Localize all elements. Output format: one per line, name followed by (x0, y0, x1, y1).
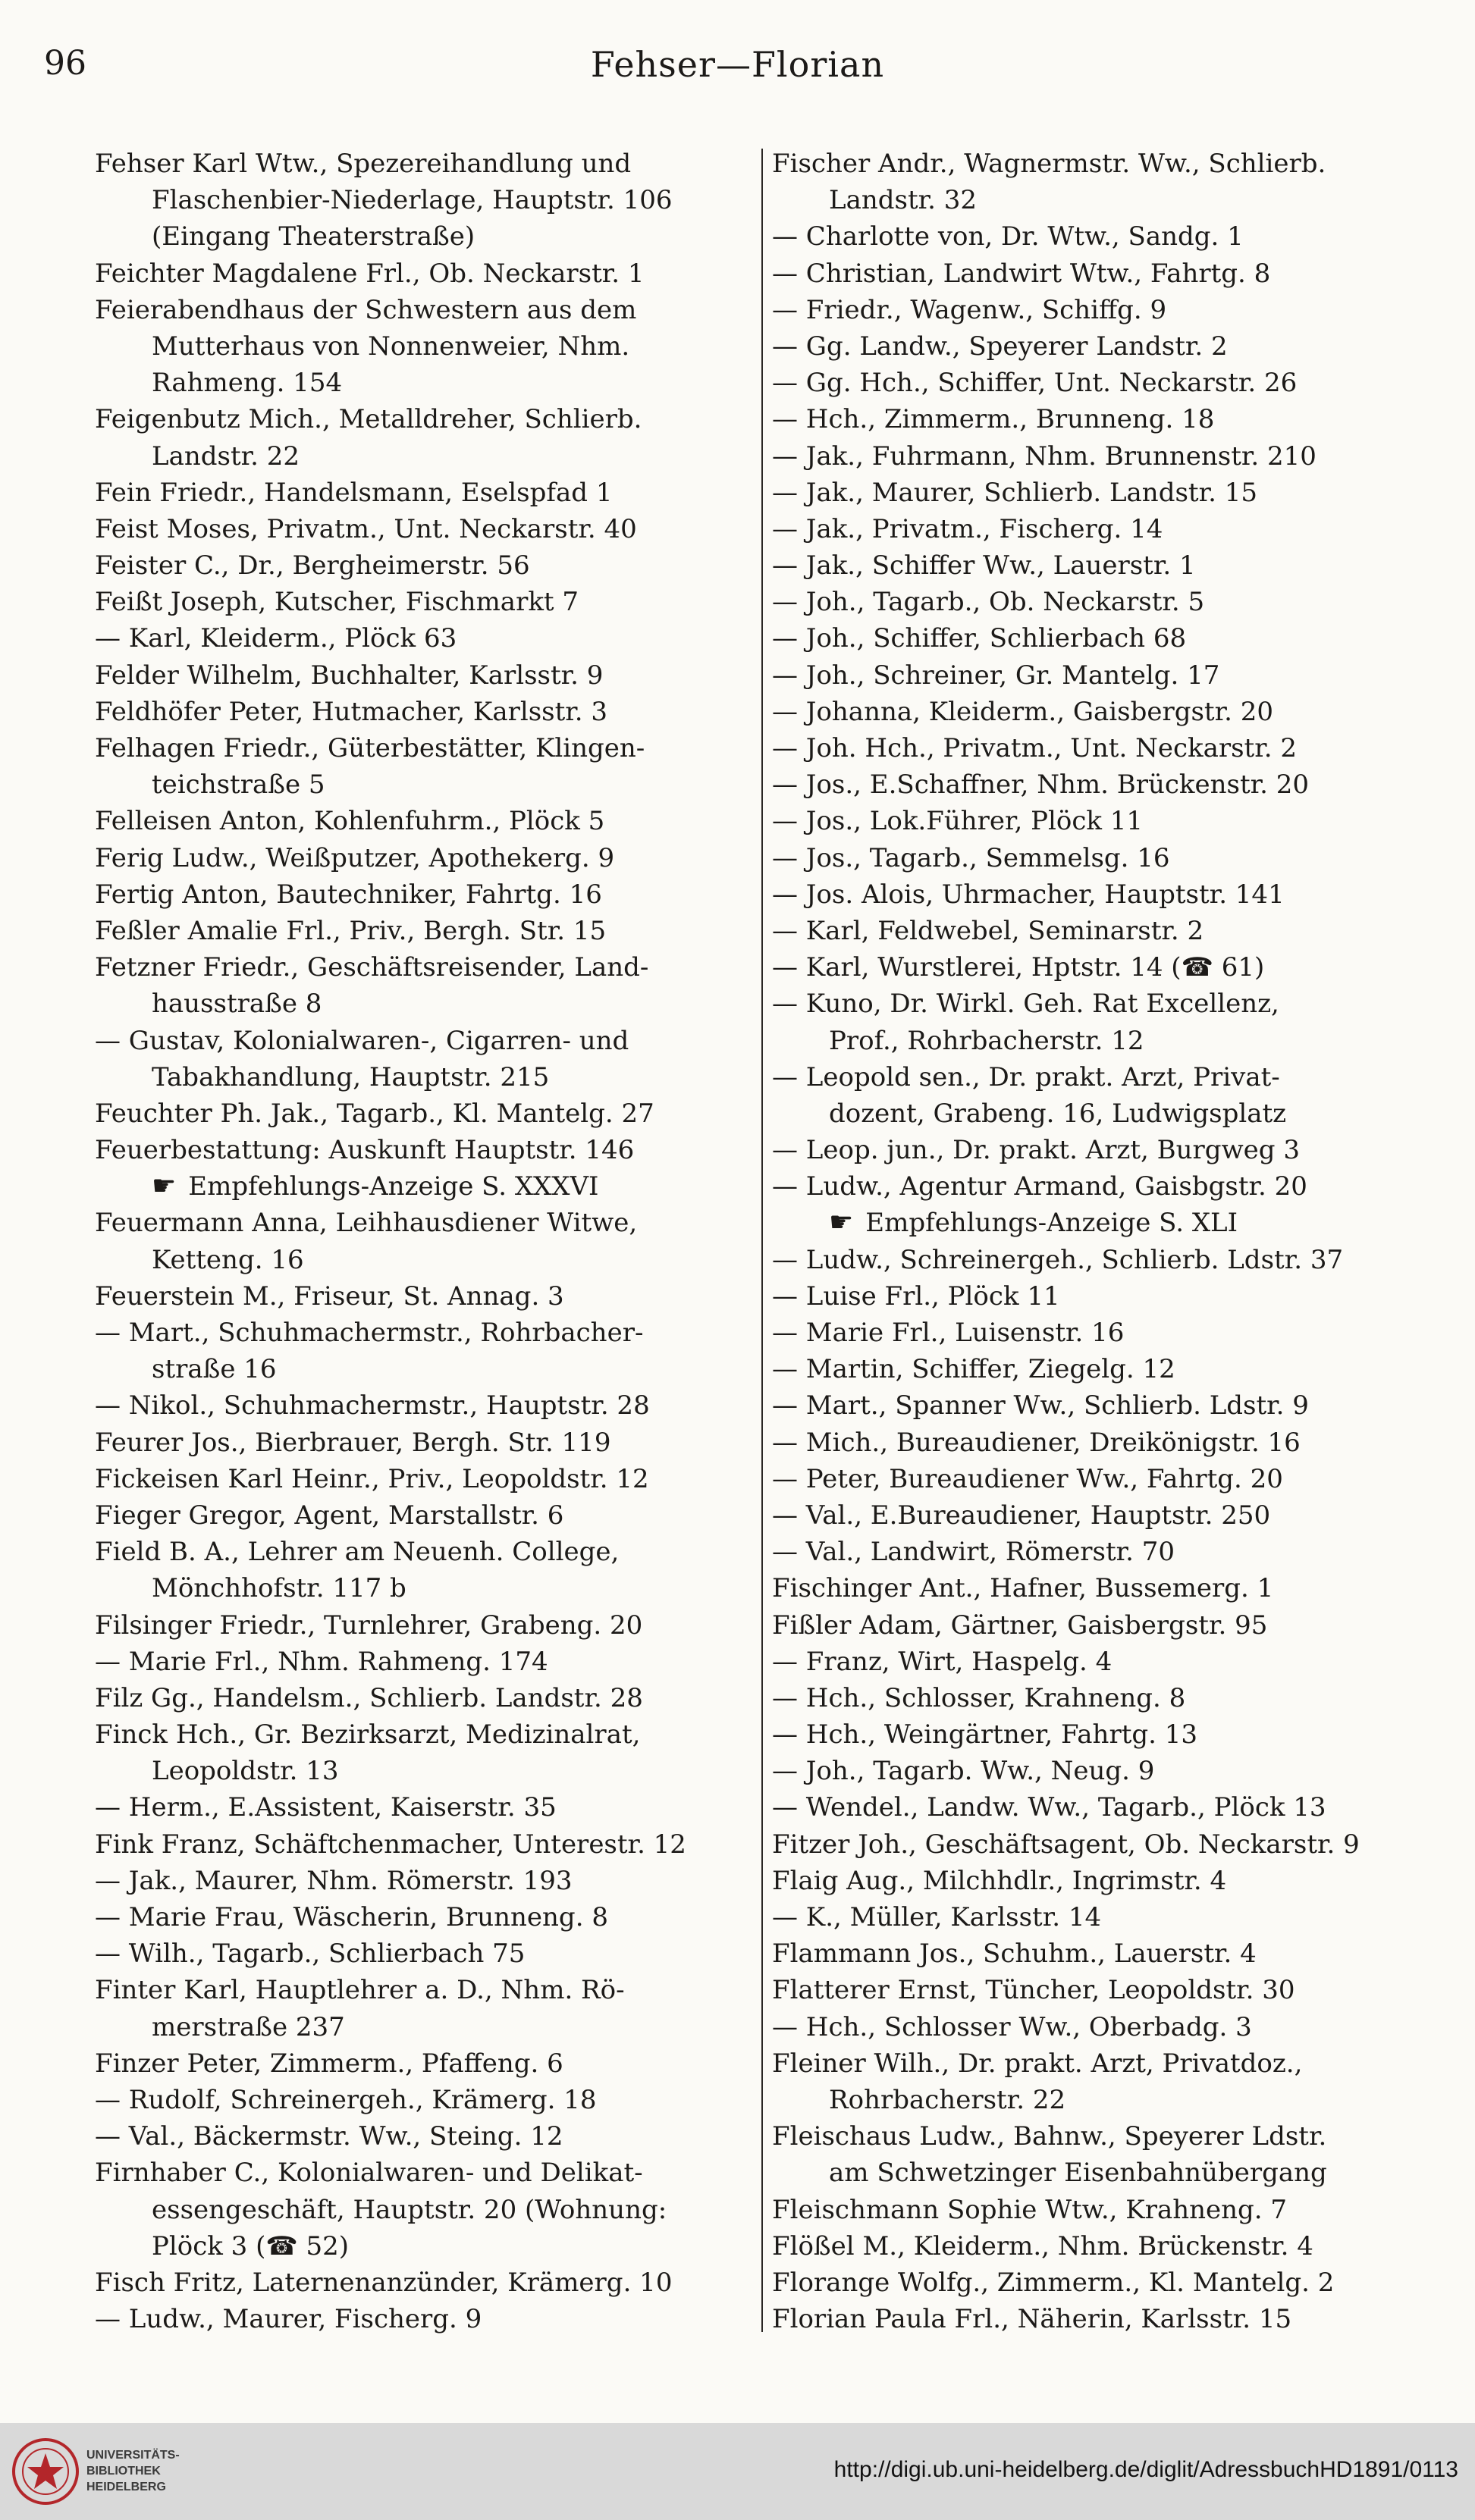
directory-entry (95, 2301, 743, 2337)
entry-text: Firnhaber C., Kolonialwaren- und Delikat- (95, 2158, 643, 2189)
entry-text: — Mich., Bureaudiener, Dreikönigstr. 16 (772, 1427, 1301, 1458)
entry-text: — Wendel., Landw. Ww., Tagarb., Plöck 13 (772, 1792, 1326, 1823)
entry-text: — Val., Landwirt, Römerstr. 70 (772, 1537, 1175, 1568)
entry-text: — Karl, Feldwebel, Seminarstr. 2 (772, 915, 1204, 946)
left-column (95, 146, 743, 2337)
directory-entry (772, 1205, 1420, 1241)
entry-text: — Karl, Kleiderm., Plöck 63 (95, 623, 457, 654)
directory-entry (772, 2265, 1420, 2301)
directory-entry (772, 1168, 1420, 1205)
entry-text: Flaschenbier-Niederlage, Hauptstr. 106 (152, 185, 673, 216)
directory-entry (772, 2155, 1420, 2191)
entry-text: Flatterer Ernst, Tüncher, Leopoldstr. 30 (772, 1975, 1295, 2006)
entry-text: straße 16 (152, 1354, 277, 1385)
entry-text: — Joh. Hch., Privatm., Unt. Neckarstr. 2 (772, 733, 1297, 763)
directory-entry (95, 840, 743, 876)
entry-text: Fleischmann Sophie Wtw., Krahneng. 7 (772, 2194, 1288, 2225)
entry-text: Feißt Joseph, Kutscher, Fischmarkt 7 (95, 587, 579, 618)
entry-text: Fitzer Joh., Geschäftsagent, Ob. Neckarstr. 9 (772, 1829, 1360, 1860)
entry-text: Feister C., Dr., Bergheimerstr. 56 (95, 550, 530, 581)
directory-entry (772, 694, 1420, 730)
entry-text: Fißler Adam, Gärtner, Gaisbergstr. 95 (772, 1609, 1268, 1641)
entry-text: Felleisen Anton, Kohlenfuhrm., Plöck 5 (95, 806, 605, 837)
entry-text: — Joh., Tagarb. Ww., Neug. 9 (772, 1756, 1155, 1787)
entry-text: — Leopold sen., Dr. prakt. Arzt, Privat- (772, 1061, 1280, 1092)
directory-entry (95, 949, 743, 986)
entry-text: Feist Moses, Privatm., Unt. Neckarstr. 40 (95, 513, 637, 544)
entry-text: Finck Hch., Gr. Bezirksarzt, Medizinalrat, (95, 1719, 641, 1751)
directory-entry (772, 1425, 1420, 1461)
entry-text: — Val., Bäckermstr. Ww., Steing. 12 (95, 2121, 563, 2152)
entry-text: Fein Friedr., Handelsmann, Eselspfad 1 (95, 477, 613, 508)
directory-entry (95, 2009, 743, 2045)
right-column (772, 146, 1420, 2337)
directory-entry (95, 1789, 743, 1826)
directory-entry (95, 657, 743, 694)
directory-entry (95, 1534, 743, 1570)
entry-text: Feuermann Anna, Leihhausdiener Witwe, (95, 1208, 638, 1239)
entry-text: Leopoldstr. 13 (152, 1756, 339, 1787)
entry-text: Feuchter Ph. Jak., Tagarb., Kl. Mantelg. 27 (95, 1098, 654, 1129)
entry-text: — Gg. Hch., Schiffer, Unt. Neckarstr. 26 (772, 368, 1298, 399)
entry-text: Fisch Fritz, Laternenanzünder, Krämerg. 10 (95, 2267, 673, 2298)
page-title: Fehser—Florian (590, 44, 885, 85)
directory-entry (772, 1789, 1420, 1826)
entry-text: hausstraße 8 (152, 989, 322, 1020)
footer-bar (0, 2423, 1475, 2520)
directory-entry (95, 1132, 743, 1168)
directory-entry (95, 1387, 743, 1424)
entry-text: Flößel M., Kleiderm., Nhm. Brückenstr. 4 (772, 2230, 1313, 2261)
directory-entry (95, 2228, 743, 2265)
entry-text: Feierabendhaus der Schwestern aus dem (95, 294, 637, 325)
entry-text: — Hch., Zimmerm., Brunneng. 18 (772, 404, 1215, 435)
directory-entry (95, 876, 743, 913)
entry-text: Fickeisen Karl Heinr., Priv., Leopoldstr. 12 (95, 1463, 649, 1494)
directory-entry (772, 1387, 1420, 1424)
directory-entry (772, 840, 1420, 876)
directory-entry (95, 803, 743, 839)
entry-text: Ketteng. 16 (152, 1244, 304, 1275)
directory-entry (772, 620, 1420, 657)
entry-text: Filz Gg., Handelsm., Schlierb. Landstr. 28 (95, 1682, 643, 1713)
entry-text: — Mart., Schuhmachermstr., Rohrbacher- (95, 1318, 644, 1348)
entry-text: Feichter Magdalene Frl., Ob. Neckarstr. 1 (95, 258, 645, 289)
directory-entry (95, 694, 743, 730)
directory-entry (772, 1899, 1420, 1935)
source-url[interactable]: http://digi.ub.uni-heidelberg.de/diglit/AdressbuchHD1891/0113 (833, 2457, 1458, 2482)
entry-text: — Rudolf, Schreinergeh., Krämerg. 18 (95, 2084, 597, 2115)
entry-text: — Hch., Schlosser Ww., Oberbadg. 3 (772, 2011, 1252, 2042)
directory-entry (95, 475, 743, 511)
directory-entry (95, 1935, 743, 1972)
directory-entry (95, 1644, 743, 1680)
directory-entry (772, 1716, 1420, 1753)
entry-text: Feuerbestattung: Auskunft Hauptstr. 146 (95, 1135, 635, 1166)
directory-entry (772, 1863, 1420, 1899)
directory-entry (95, 1315, 743, 1351)
directory-entry (772, 1461, 1420, 1497)
directory-entry (772, 876, 1420, 913)
directory-entry (95, 2118, 743, 2155)
entry-text: — Kuno, Dr. Wirkl. Geh. Rat Excellenz, (772, 989, 1279, 1020)
entry-text: — Jak., Maurer, Schlierb. Landstr. 15 (772, 477, 1257, 508)
directory-entry (772, 2192, 1420, 2228)
directory-entry (772, 1753, 1420, 1789)
entry-text: — Herm., E.Assistent, Kaiserstr. 35 (95, 1792, 557, 1823)
entry-text: Plöck 3 (☎ 52) (152, 2230, 350, 2261)
directory-entry (95, 766, 743, 803)
entry-text: — Ludw., Maurer, Fischerg. 9 (95, 2304, 482, 2335)
entry-text: — Leop. jun., Dr. prakt. Arzt, Burgweg 3 (772, 1135, 1301, 1166)
entry-text: — Marie Frl., Luisenstr. 16 (772, 1318, 1125, 1348)
entry-text: Fieger Gregor, Agent, Marstallstr. 6 (95, 1500, 564, 1531)
directory-entry (95, 584, 743, 620)
entry-text: Flammann Jos., Schuhm., Lauerstr. 4 (772, 1939, 1257, 1970)
entry-text: Felder Wilhelm, Buchhalter, Karlsstr. 9 (95, 660, 604, 691)
directory-entry (95, 2192, 743, 2228)
entry-text: — Gg. Landw., Speyerer Landstr. 2 (772, 331, 1228, 362)
directory-entry (772, 1534, 1420, 1570)
entry-text: dozent, Grabeng. 16, Ludwigsplatz (829, 1098, 1287, 1129)
directory-entry (772, 511, 1420, 547)
directory-entry (95, 1205, 743, 1241)
entry-text: — Marie Frau, Wäscherin, Brunneng. 8 (95, 1902, 608, 1932)
entry-text: — Hch., Schlosser, Krahneng. 8 (772, 1682, 1186, 1713)
directory-entry (95, 547, 743, 584)
directory-entry (95, 1351, 743, 1387)
directory-entry (772, 803, 1420, 839)
entry-text: Ferig Ludw., Weißputzer, Apothekerg. 9 (95, 842, 615, 873)
entry-text: Fertig Anton, Bautechniker, Fahrtg. 16 (95, 879, 602, 910)
directory-entry (95, 1607, 743, 1644)
entry-text: — Jak., Fuhrmann, Nhm. Brunnenstr. 210 (772, 440, 1317, 472)
entry-text: — Peter, Bureaudiener Ww., Fahrtg. 20 (772, 1463, 1283, 1494)
directory-entry (772, 1278, 1420, 1315)
directory-entry (772, 1351, 1420, 1387)
entry-text: (Eingang Theaterstraße) (152, 221, 475, 252)
directory-entry (772, 1095, 1420, 1132)
directory-entry (772, 218, 1420, 255)
directory-entry (772, 1059, 1420, 1095)
directory-entry (772, 1935, 1420, 1972)
directory-entry (772, 1242, 1420, 1278)
entry-text: — Ludw., Agentur Armand, Gaisbgstr. 20 (772, 1171, 1307, 1202)
pointing-hand-icon: ☛ (152, 1171, 177, 1202)
entry-text: Fischinger Ant., Hafner, Bussemerg. 1 (772, 1573, 1274, 1604)
directory-entry (772, 1607, 1420, 1644)
directory-entry (772, 1826, 1420, 1863)
entry-text: essengeschäft, Hauptstr. 20 (Wohnung: (152, 2194, 667, 2225)
entry-text: Prof., Rohrbacherstr. 12 (829, 1025, 1144, 1056)
seal-icon (11, 2437, 80, 2506)
entry-text: — Hch., Weingärtner, Fahrtg. 13 (772, 1719, 1197, 1751)
entry-text: Flaig Aug., Milchhdlr., Ingrimstr. 4 (772, 1865, 1227, 1896)
entry-text: — Jos., E.Schaffner, Nhm. Brückenstr. 20 (772, 769, 1310, 801)
entry-text: Feuerstein M., Friseur, St. Annag. 3 (95, 1280, 564, 1312)
directory-entry (95, 620, 743, 657)
entry-text: — Johanna, Kleiderm., Gaisbergstr. 20 (772, 696, 1273, 727)
entry-text: Fetzner Friedr., Geschäftsreisender, Land- (95, 952, 649, 983)
directory-entry (772, 401, 1420, 437)
directory-entry (772, 2301, 1420, 2337)
directory-entry (95, 365, 743, 401)
directory-entry (95, 1753, 743, 1789)
directory-entry (772, 2045, 1420, 2082)
directory-entry (772, 1497, 1420, 1534)
entry-text: — Charlotte von, Dr. Wtw., Sandg. 1 (772, 221, 1244, 252)
directory-entry (772, 1315, 1420, 1351)
directory-entry (95, 2045, 743, 2082)
directory-entry (95, 1059, 743, 1095)
directory-entry (772, 365, 1420, 401)
directory-entry (95, 1570, 743, 1606)
directory-entry (95, 182, 743, 218)
entry-text: — Joh., Schiffer, Schlierbach 68 (772, 623, 1187, 654)
entry-text: — Joh., Schreiner, Gr. Mantelg. 17 (772, 660, 1220, 691)
directory-entry (772, 547, 1420, 584)
entry-text: Feßler Amalie Frl., Priv., Bergh. Str. 15 (95, 915, 607, 946)
directory-entry (772, 1680, 1420, 1716)
entry-text: Rahmeng. 154 (152, 368, 343, 399)
entry-text: — Karl, Wurstlerei, Hptstr. 14 (☎ 61) (772, 952, 1265, 983)
logo-text: UNIVERSITÄTS- BIBLIOTHEK HEIDELBERG (86, 2449, 180, 2493)
entry-text: — Jak., Privatm., Fischerg. 14 (772, 513, 1163, 544)
directory-entry (772, 949, 1420, 986)
directory-entry (95, 2082, 743, 2118)
directory-entry (95, 438, 743, 475)
entry-text: Felhagen Friedr., Güterbestätter, Klingen- (95, 733, 645, 763)
entry-text: — Jos. Alois, Uhrmacher, Hauptstr. 141 (772, 879, 1285, 910)
entry-text: Fink Franz, Schäftchenmacher, Unterestr. 12 (95, 1829, 686, 1860)
entry-text: merstraße 237 (152, 2011, 345, 2042)
directory-entry (95, 1425, 743, 1461)
entry-text: Empfehlungs-Anzeige S. XLI (865, 1208, 1238, 1239)
directory-entry (772, 766, 1420, 803)
directory-entry (95, 401, 743, 437)
directory-entry (772, 1644, 1420, 1680)
directory-entry (95, 1680, 743, 1716)
entry-text: Mutterhaus von Nonnenweier, Nhm. (152, 331, 630, 362)
entry-text: Fischer Andr., Wagnermstr. Ww., Schlierb. (772, 149, 1326, 179)
directory-entry (772, 657, 1420, 694)
directory-entry (95, 1461, 743, 1497)
directory-entry (772, 328, 1420, 365)
directory-entry (95, 1716, 743, 1753)
entry-text: Field B. A., Lehrer am Neuenh. College, (95, 1537, 620, 1568)
directory-entry (95, 328, 743, 365)
directory-entry (95, 730, 743, 766)
entry-text: Florange Wolfg., Zimmerm., Kl. Mantelg. 2 (772, 2267, 1335, 2298)
directory-entry (95, 1826, 743, 1863)
directory-entry (772, 1023, 1420, 1059)
entry-text: — Nikol., Schuhmachermstr., Hauptstr. 28 (95, 1390, 650, 1421)
entry-text: Feldhöfer Peter, Hutmacher, Karlsstr. 3 (95, 696, 608, 727)
entry-text: Finzer Peter, Zimmerm., Pfaffeng. 6 (95, 2048, 563, 2079)
entry-text: — Franz, Wirt, Haspelg. 4 (772, 1646, 1113, 1677)
entry-text: teichstraße 5 (152, 769, 325, 801)
entry-text: — Gustav, Kolonialwaren-, Cigarren- und (95, 1025, 629, 1056)
entry-text: Fehser Karl Wtw., Spezereihandlung und (95, 149, 632, 179)
entry-text: — Friedr., Wagenw., Schiffg. 9 (772, 294, 1167, 325)
directory-entry (95, 913, 743, 949)
entry-text: — Marie Frl., Nhm. Rahmeng. 174 (95, 1646, 548, 1677)
entry-text: — Jos., Lok.Führer, Plöck 11 (772, 806, 1144, 837)
directory-entry (95, 1863, 743, 1899)
entry-text: — Luise Frl., Plöck 11 (772, 1280, 1060, 1312)
directory-entry (95, 1168, 743, 1205)
directory-entry (95, 218, 743, 255)
entry-text: — Wilh., Tagarb., Schlierbach 75 (95, 1939, 526, 1970)
entry-text: Fleiner Wilh., Dr. prakt. Arzt, Privatdoz., (772, 2048, 1303, 2079)
entry-text: — Jak., Maurer, Nhm. Römerstr. 193 (95, 1865, 573, 1896)
directory-entry (772, 2118, 1420, 2155)
directory-entry (772, 1972, 1420, 2008)
entry-text: Mönchhofstr. 117 b (152, 1573, 406, 1604)
directory-entry (95, 1899, 743, 1935)
entry-text: Empfehlungs-Anzeige S. XXXVI (188, 1171, 599, 1202)
directory-entry (772, 584, 1420, 620)
pointing-hand-icon: ☛ (829, 1207, 854, 1239)
entry-text: Feigenbutz Mich., Metalldreher, Schlierb. (95, 404, 642, 435)
directory-entry (772, 2082, 1420, 2118)
directory-entry (95, 146, 743, 182)
entry-text: Landstr. 22 (152, 440, 300, 472)
entry-text: Filsinger Friedr., Turnlehrer, Grabeng. 20 (95, 1609, 643, 1641)
directory-entry (95, 986, 743, 1022)
directory-entry (772, 438, 1420, 475)
directory-entry (772, 1570, 1420, 1606)
entry-text: am Schwetzinger Eisenbahnübergang (829, 2158, 1327, 2189)
entry-text: Finter Karl, Hauptlehrer a. D., Nhm. Rö- (95, 1975, 625, 2006)
entry-text: — Jak., Schiffer Ww., Lauerstr. 1 (772, 550, 1196, 581)
entry-text: — Mart., Spanner Ww., Schlierb. Ldstr. 9 (772, 1390, 1309, 1421)
entry-text: Fleischaus Ludw., Bahnw., Speyerer Ldstr. (772, 2121, 1327, 2152)
directory-entry (772, 475, 1420, 511)
entry-text: Rohrbacherstr. 22 (829, 2084, 1066, 2115)
directory-entry (95, 255, 743, 292)
directory-entry (772, 2228, 1420, 2265)
entry-text: — Val., E.Bureaudiener, Hauptstr. 250 (772, 1500, 1271, 1531)
directory-entry (95, 2265, 743, 2301)
directory-entry (772, 2009, 1420, 2045)
page-number: 96 (44, 44, 86, 83)
directory-entry (95, 1242, 743, 1278)
entry-text: — Jos., Tagarb., Semmelsg. 16 (772, 842, 1170, 873)
library-logo[interactable] (11, 2437, 185, 2506)
entry-text: — Ludw., Schreinergeh., Schlierb. Ldstr. 37 (772, 1244, 1344, 1275)
directory-entry (95, 1497, 743, 1534)
entry-text: — K., Müller, Karlsstr. 14 (772, 1902, 1102, 1932)
directory-entry (772, 146, 1420, 182)
entry-text: — Joh., Tagarb., Ob. Neckarstr. 5 (772, 587, 1205, 618)
entry-text: — Christian, Landwirt Wtw., Fahrtg. 8 (772, 258, 1271, 289)
directory-entry (95, 1023, 743, 1059)
entry-text: — Martin, Schiffer, Ziegelg. 12 (772, 1354, 1175, 1385)
entry-text: Tabakhandlung, Hauptstr. 215 (152, 1061, 550, 1092)
directory-entry (772, 182, 1420, 218)
directory-entry (95, 511, 743, 547)
entry-text: Feurer Jos., Bierbrauer, Bergh. Str. 119 (95, 1427, 611, 1458)
directory-entry (772, 986, 1420, 1022)
directory-entry (772, 913, 1420, 949)
directory-entry (95, 292, 743, 328)
entry-text: Florian Paula Frl., Näherin, Karlsstr. 15 (772, 2304, 1292, 2335)
entry-text: Landstr. 32 (829, 185, 978, 216)
directory-entry (772, 292, 1420, 328)
page-header (0, 44, 1475, 97)
directory-entry (772, 1132, 1420, 1168)
directory-entry (95, 1278, 743, 1315)
directory-entry (772, 255, 1420, 292)
directory-entry (95, 2155, 743, 2191)
directory-entry (95, 1972, 743, 2008)
directory-entry (95, 1095, 743, 1132)
directory-entry (772, 730, 1420, 766)
column-divider (761, 149, 763, 2332)
